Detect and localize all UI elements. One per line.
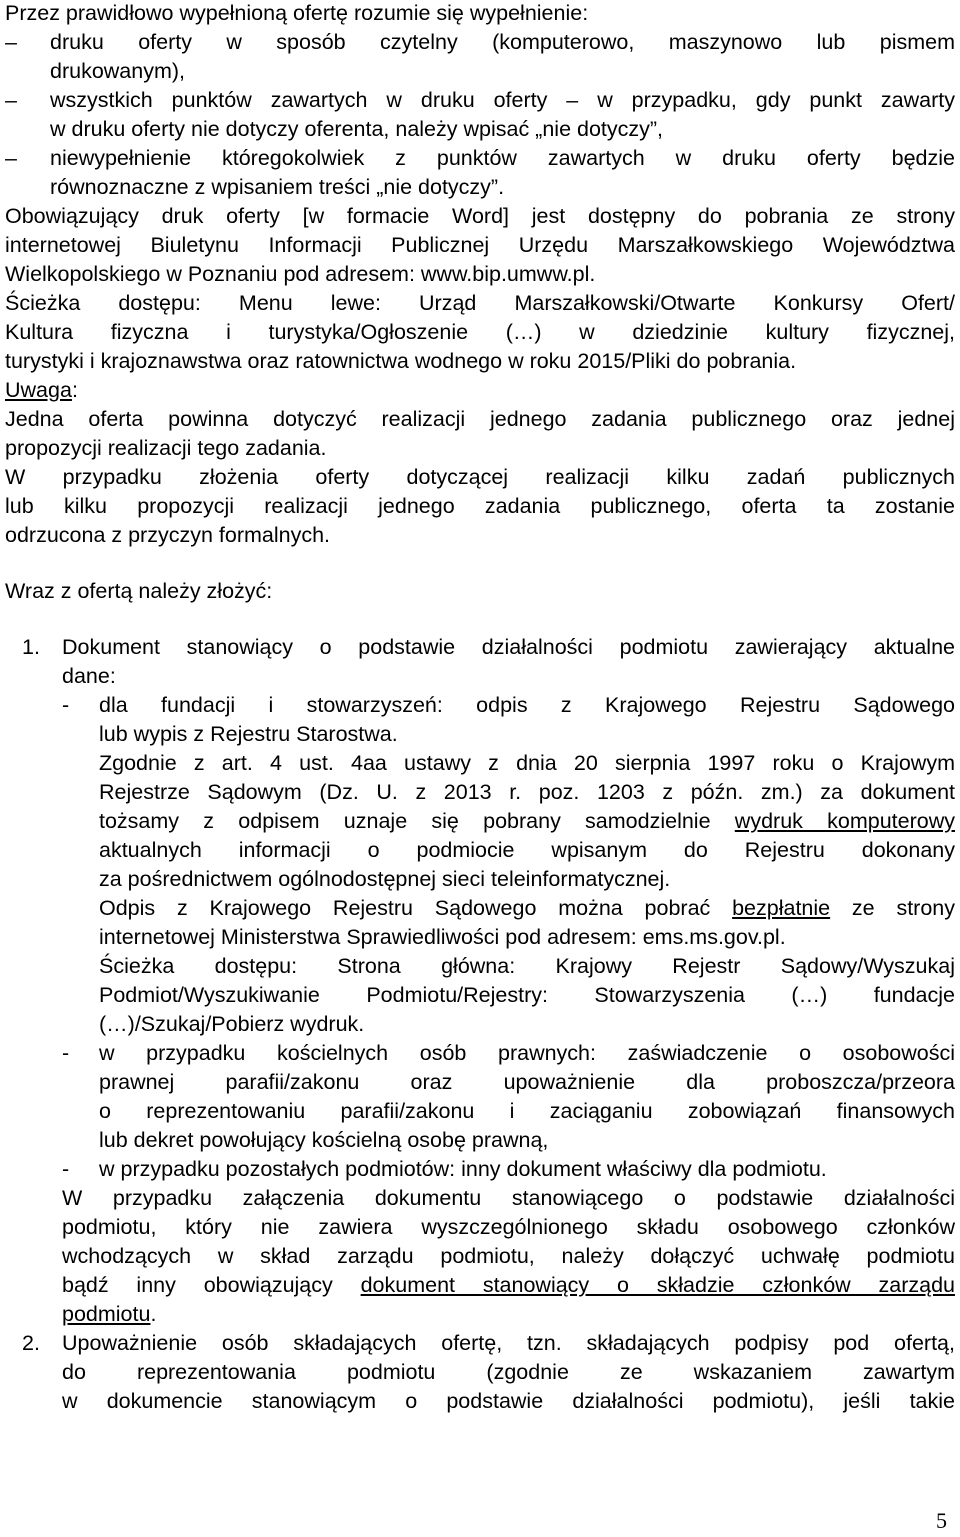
text-segment: bądź inny obowiązujący xyxy=(62,1273,361,1297)
item-line: W przypadku załączenia dokumentu stanowiącego o podstawie działalności xyxy=(62,1186,955,1210)
item-line: w dokumencie stanowiącym o podstawie działalności podmiotu), jeśli takie xyxy=(62,1389,955,1413)
item-line xyxy=(99,807,955,836)
dash-bullet: - xyxy=(62,1157,70,1181)
uwaga-label: Uwaga xyxy=(5,378,72,402)
paragraph-line: odrzucona z przyczyn formalnych. xyxy=(5,523,331,547)
item-line: podmiotu, który nie zawiera wyszczególnionego składu osobowego członków xyxy=(62,1215,955,1239)
bullet-line: niewypełnienie któregokolwiek z punktów zawartych w druku oferty będzie xyxy=(50,146,955,170)
item-line: o reprezentowaniu parafii/zakonu i zaciąganiu zobowiązań finansowych xyxy=(99,1099,955,1123)
bullet-line: wszystkich punktów zawartych w druku oferty – w przypadku, gdy punkt zawarty xyxy=(50,88,955,112)
paragraph-line: turystyki i krajoznawstwa oraz ratownictwa wodnego w roku 2015/Pliki do pobrania. xyxy=(5,349,797,373)
item-line: lub dekret powołujący kościelną osobę prawną, xyxy=(99,1128,549,1152)
paragraph-line: Kultura fizyczna i turystyka/Ogłoszenie (…) w dziedzinie kultury fizycznej, xyxy=(5,320,955,344)
item-line: Rejestrze Sądowym (Dz. U. z 2013 r. poz. 1203 z późn. zm.) za dokument xyxy=(99,780,955,804)
underlined-phrase: wydruk komputerowy xyxy=(734,809,955,833)
paragraph-line: Jedna oferta powinna dotyczyć realizacji jednego zadania publicznego oraz jednej xyxy=(5,407,955,431)
item-line xyxy=(99,894,955,923)
uwaga-colon: : xyxy=(71,378,78,402)
item-line: wchodzących w skład zarządu podmiotu, należy dołączyć uchwałę podmiotu xyxy=(62,1244,955,1268)
item-line: Ścieżka dostępu: Strona główna: Krajowy Rejestr Sądowy/Wyszukaj xyxy=(99,954,955,978)
item-line: lub wypis z Rejestru Starostwa. xyxy=(99,722,398,746)
text-segment: . xyxy=(150,1302,157,1326)
dash-bullet: - xyxy=(62,1041,70,1065)
page-number: 5 xyxy=(936,1508,947,1533)
uwaga-heading xyxy=(5,376,955,405)
dash-bullet: – xyxy=(5,30,17,54)
item-line: w przypadku kościelnych osób prawnych: zaświadczenie o osobowości xyxy=(99,1041,955,1065)
item-line: w przypadku pozostałych podmiotów: inny dokument właściwy dla podmiotu. xyxy=(99,1157,827,1181)
item-line: za pośrednictwem ogólnodostępnej sieci teleinformatycznej. xyxy=(99,867,671,891)
bullet-line: w druku oferty nie dotyczy oferenta, należy wpisać „nie dotyczy”, xyxy=(50,117,664,141)
dash-bullet: - xyxy=(62,693,70,717)
item-line: do reprezentowania podmiotu (zgodnie ze wskazaniem zawartym xyxy=(62,1360,955,1384)
item-number: 1. xyxy=(22,635,40,659)
text-segment: Odpis z Krajowego Rejestru Sądowego można pobrać xyxy=(99,896,733,920)
item-line: dane: xyxy=(62,664,116,688)
bullet-line: drukowanym), xyxy=(50,59,186,83)
item-line: prawnej parafii/zakonu oraz upoważnienie dla proboszcza/przeora xyxy=(99,1070,955,1094)
paragraph-line: Obowiązujący druk oferty [w formacie Word] jest dostępny do pobrania ze strony xyxy=(5,204,955,228)
dash-bullet: – xyxy=(5,88,17,112)
underlined-phrase: bezpłatnie xyxy=(732,896,831,920)
bullet-line: równoznaczne z wpisaniem treści „nie dotyczy”. xyxy=(50,175,505,199)
paragraph-line: W przypadku złożenia oferty dotyczącej realizacji kilku zadań publicznych xyxy=(5,465,955,489)
paragraph-line: propozycji realizacji tego zadania. xyxy=(5,436,327,460)
item-line: internetowej Ministerstwa Sprawiedliwości pod adresem: ems.ms.gov.pl. xyxy=(99,925,786,949)
intro-line: Przez prawidłowo wypełnioną ofertę rozumie się wypełnienie: xyxy=(5,1,589,25)
text-segment: ze strony xyxy=(830,896,955,920)
underlined-phrase: dokument stanowiący o składzie członków zarządu xyxy=(360,1273,955,1297)
item-line: Dokument stanowiący o podstawie działalności podmiotu zawierający aktualne xyxy=(62,635,955,659)
item-line: Podmiot/Wyszukiwanie Podmiotu/Rejestry: Stowarzyszenia (…) fundacje xyxy=(99,983,955,1007)
bullet-line: druku oferty w sposób czytelny (komputerowo, maszynowo lub pismem xyxy=(50,30,955,54)
dash-bullet: – xyxy=(5,146,17,170)
item-number: 2. xyxy=(22,1331,40,1355)
paragraph-line: lub kilku propozycji realizacji jednego zadania publicznego, oferta ta zostanie xyxy=(5,494,955,518)
paragraph-line: internetowej Biuletynu Informacji Publicznej Urzędu Marszałkowskiego Województwa xyxy=(5,233,955,257)
attachments-heading: Wraz z ofertą należy złożyć: xyxy=(5,579,273,603)
underlined-phrase: podmiotu xyxy=(62,1302,151,1326)
item-line: aktualnych informacji o podmiocie wpisanym do Rejestru dokonany xyxy=(99,838,955,862)
text-segment: tożsamy z odpisem uznaje się pobrany samodzielnie xyxy=(99,809,735,833)
item-line xyxy=(62,1300,955,1329)
paragraph-line: Wielkopolskiego w Poznaniu pod adresem: www.bip.umww.pl. xyxy=(5,262,596,286)
item-line xyxy=(62,1271,955,1300)
item-line: (…)/Szukaj/Pobierz wydruk. xyxy=(99,1012,365,1036)
item-line: Zgodnie z art. 4 ust. 4aa ustawy z dnia 20 sierpnia 1997 roku o Krajowym xyxy=(99,751,955,775)
paragraph-line: Ścieżka dostępu: Menu lewe: Urząd Marszałkowski/Otwarte Konkursy Ofert/ xyxy=(5,291,955,315)
item-line: Upoważnienie osób składających ofertę, tzn. składających podpisy pod ofertą, xyxy=(62,1331,955,1355)
item-line: dla fundacji i stowarzyszeń: odpis z Krajowego Rejestru Sądowego xyxy=(99,693,955,717)
